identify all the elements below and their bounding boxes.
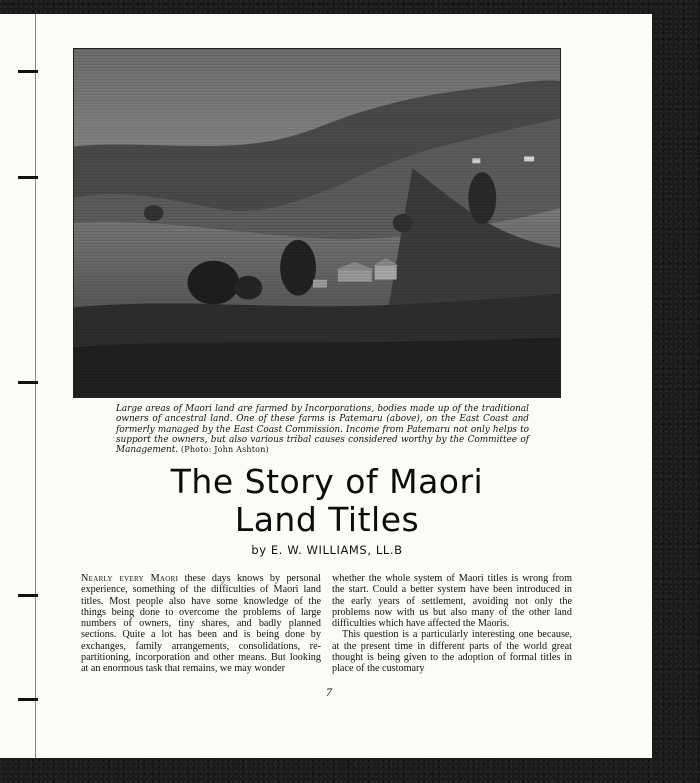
article-paragraph [81,573,321,675]
landscape-photo [73,48,561,398]
article-body-text: these days knows by personal experience, something of the difficulties of Maori land titles. Most people also have some knowledge of the things being done to overcome the problems of large numbers of owners, tiny shares, and badly planned sections. Quite a lot has been and is being done by exchanges, family arrangements, consolidations, re-partitioning, incorporation and other means. But looking at an enormous task that remains, we may wonder [81,573,321,675]
article-paragraph: whether the whole system of Maori titles is wrong from the start. Could a better system have been introduced in the early years of settlement, avoiding not only the problems now with us but also many of the other land difficulties which have affected the Maoris. [332,573,572,630]
page-number: 7 [326,685,332,699]
article-column-left [81,573,321,675]
photo-caption [116,404,529,455]
photo-caption-text: Large areas of Maori land are farmed by Incorporations, bodies made up of the traditional owners of ancestral land. One of these farms is Patemaru (above), on the East Coast and formerly managed by the East Coast Commission. Income from Patemaru not only helps to support the owners, but also various tribal causes considered worthy by the Committee of Management. [116,404,529,456]
article-title-line-2: Land Titles [234,500,420,539]
photo-credit: (Photo: John Ashton) [180,445,269,455]
landscape-photo-image [74,49,560,397]
binding-stitch [18,70,38,73]
binding-line [35,14,36,758]
article-column-right [332,573,572,675]
binding-stitch [18,594,38,597]
article-paragraph: This question is a particularly interesting one because, at the present time in different parts of the world great thought is being given to the adoption of formal titles in place of the customary [332,629,572,675]
article-title-line-1: The Story of Maori [170,462,484,501]
article-lead-in: Nearly every Maori [81,573,179,584]
binding-stitch [18,381,38,384]
binding-stitch [18,176,38,179]
article-byline: by E. W. WILLIAMS, LL.B [251,543,403,557]
binding-stitch [18,698,38,701]
